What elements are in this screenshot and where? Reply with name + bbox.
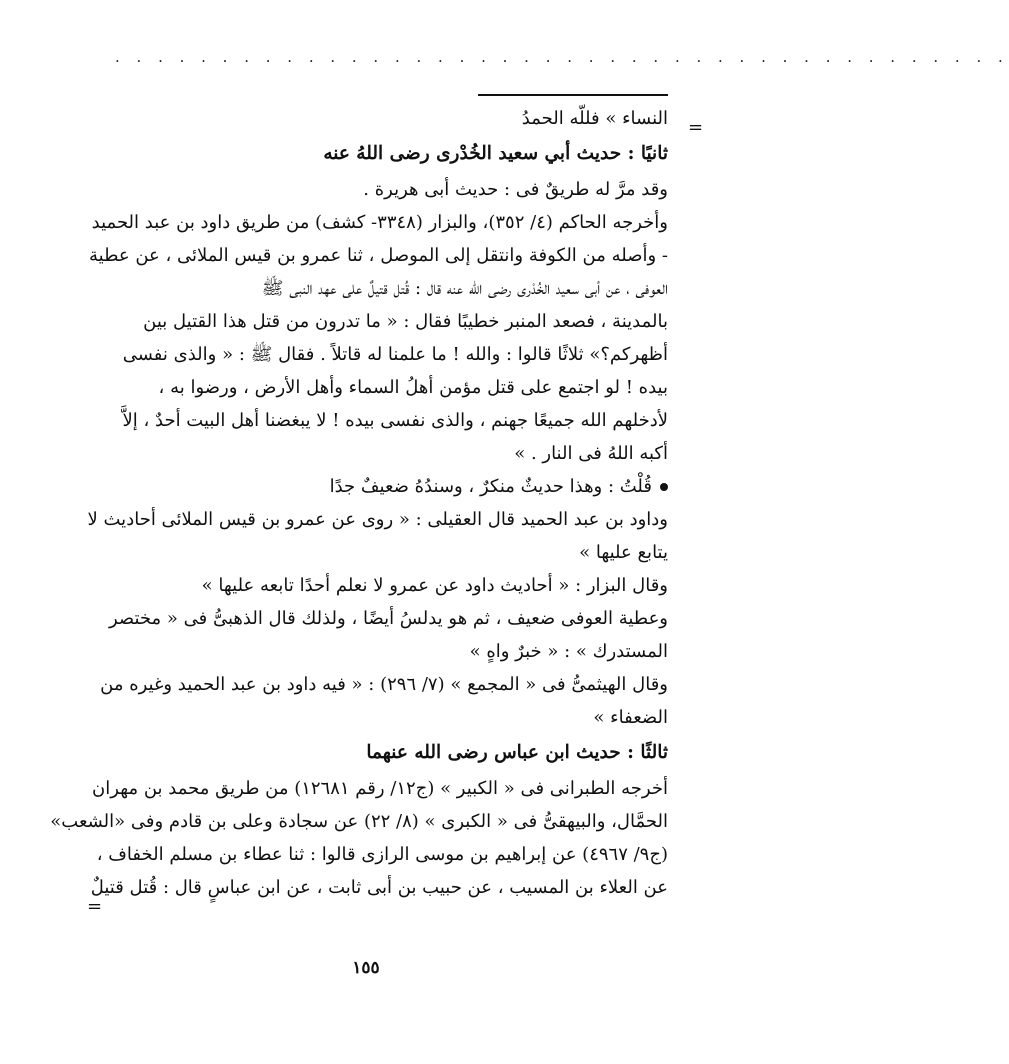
text-line <box>104 569 668 602</box>
text-line <box>104 371 668 404</box>
text-line <box>87 503 668 536</box>
section-heading <box>104 135 668 173</box>
line-text: عن العلاء بن المسيب ، عن حبيب بن أبى ثابت ، عن ابن عباسٍ قال : قُتل قتيلٌ <box>90 877 668 898</box>
page-body <box>50 102 668 904</box>
text-line <box>96 838 668 871</box>
line-text: أظهركم؟» ثلاثًا قالوا : والله ! ما علمنا له قاتلاً . فقال ﷺ : « والذى نفسى <box>122 344 668 365</box>
text-line <box>104 305 668 338</box>
text-line <box>50 805 668 838</box>
margin-mark-bottom: = <box>87 896 103 917</box>
line-text: العوفى ، عن أبى سعيد الخُدْرى رضى الله عنه قال : قُتل قتيلٌ على عهد النبى ﷺ <box>261 278 668 299</box>
header-rule <box>478 94 668 96</box>
line-text: وقد مرَّ له طريقٌ فى : حديث أبى هريرة . <box>363 179 668 200</box>
line-text: بيده ! لو اجتمع على قتل مؤمن أهلُ السماء وأهل الأرض ، ورضوا به ، <box>158 377 668 398</box>
line-text: (ج٩/ ٤٩٦٧) عن إبراهيم بن موسى الرازى قالوا : ثنا عطاء بن مسلم الخفاف ، <box>96 844 668 865</box>
line-text: ثالثًا : حديث ابن عباس رضى الله عنهما <box>366 742 668 763</box>
line-text: وداود بن عبد الحميد قال العقيلى : « روى عن عمرو بن قيس الملائى أحاديث لا <box>87 509 668 530</box>
text-line <box>91 206 668 239</box>
text-line <box>104 536 668 569</box>
page-number: ١٥٥ <box>352 958 380 978</box>
text-line <box>104 102 668 135</box>
line-text: بالمدينة ، فصعد المنبر خطيبًا فقال : « ما تدرون من قتل هذا القتيل بين <box>143 311 668 332</box>
text-line <box>90 871 668 904</box>
line-text: النساء » فللّه الحمدُ <box>521 108 668 129</box>
text-line <box>89 239 668 272</box>
header-dots: · · · · · · · · · · · · · · · · · · · · · · · · · · · · · · · · · · · · · · · · · · <box>115 52 1009 70</box>
text-line <box>104 701 668 734</box>
text-line <box>104 437 668 470</box>
line-text: قُلْتُ : وهذا حديثٌ منكرٌ ، وسندُهُ ضعيفٌ جدًا <box>329 476 652 497</box>
line-text: ثانيًا : حديث أبي سعيد الخُدْرى رضى اللهُ عنه <box>323 143 668 164</box>
text-line <box>104 635 668 668</box>
line-text: وقال الهيثمىُّ فى « المجمع » (٧/ ٢٩٦) : « فيه داود بن عبد الحميد وغيره من <box>100 674 668 695</box>
line-text: وأخرجه الحاكم (٤/ ٣٥٢)، والبزار (٣٣٤٨- كشف) من طريق داود بن عبد الحميد <box>91 212 668 233</box>
line-text: أخرجه الطبرانى فى « الكبير » (ج١٢/ رقم ١٢٦٨١) من طريق محمد بن مهران <box>92 778 668 799</box>
text-line <box>104 404 668 437</box>
line-text: وعطية العوفى ضعيف ، ثم هو يدلسُ أيضًا ، ولذلك قال الذهبىُّ فى « مختصر <box>108 608 668 629</box>
line-text: الضعفاء » <box>593 707 668 728</box>
bullet-line <box>104 470 668 503</box>
section-heading <box>104 734 668 772</box>
line-text: - وأصله من الكوفة وانتقل إلى الموصل ، ثنا عمرو بن قيس الملائى ، عن عطية <box>89 245 668 266</box>
line-text: المستدرك » : « خبرٌ واهٍ » <box>469 641 668 662</box>
text-line <box>104 272 668 305</box>
text-line <box>92 772 668 805</box>
line-text: وقال البزار : « أحاديث داود عن عمرو لا نعلم أحدًا تابعه عليها » <box>201 575 668 596</box>
line-text: الحمَّال، والبيهقىُّ فى « الكبرى » (٨/ ٢٢) عن سجادة وعلى بن قادم وفى «الشعب» <box>50 811 668 832</box>
text-line <box>104 602 668 635</box>
line-text: أكبه اللهُ فى النار . » <box>514 443 668 464</box>
bullet-icon <box>660 483 668 491</box>
line-text: لأدخلهم الله جميعًا جهنم ، والذى نفسى بيده ! لا يبغضنا أهل البيت أحدٌ ، إلاَّ <box>122 410 668 431</box>
text-line <box>104 338 668 371</box>
margin-mark-top: = <box>688 117 704 138</box>
text-line <box>104 173 668 206</box>
text-line <box>100 668 668 701</box>
line-text: يتابع عليها » <box>579 542 668 563</box>
